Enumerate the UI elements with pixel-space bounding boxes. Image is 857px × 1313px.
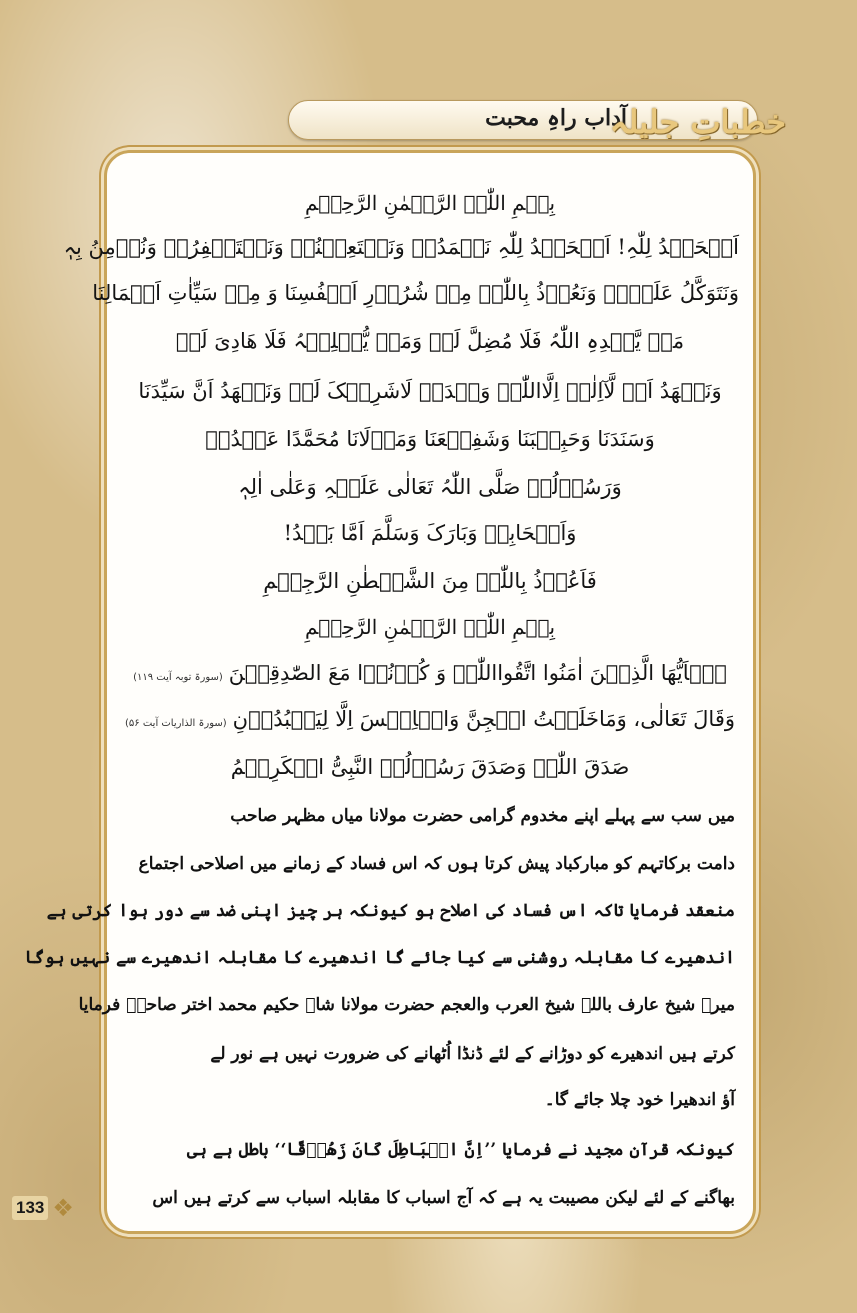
verse-1-reference: (سورۃ توبہ آیت ۱۱۹) <box>133 672 223 683</box>
arabic-line-6: وَرَسُوۡلُہٗ صَلَّی اللّٰہُ تَعَالٰی عَلَیۡہِ وَعَلٰی اٰلِہٖ <box>238 475 622 499</box>
arabic-line-3: مَنۡ یَّھۡدِہِ اللّٰہُ فَلَا مُضِلَّ لَہٗ وَمَنۡ یُّضۡلِلۡہُ فَلَا ھَادِیَ لَہٗ <box>175 329 685 353</box>
chapter-title: آداب راہِ محبت <box>485 105 627 131</box>
urdu-line-1: میں سب سے پہلے اپنے مخدوم گرامی حضرت مولانا میاں مظہر صاحب <box>230 806 735 826</box>
verse-2 <box>121 707 739 731</box>
verse-1 <box>121 661 739 685</box>
urdu-line-3: منعقد فرمایا تاکہ اس فساد کی اصلاح ہو کیونکہ ہر چیز اپنی ضد سے دور ہوا کرتی ہے <box>46 901 735 921</box>
ornament-icon: ❖ <box>52 1194 74 1222</box>
urdu-line-7: آؤ اندھیرا خود چلا جائے گا۔ <box>544 1090 735 1110</box>
urdu-line-2: دامت برکاتہم کو مبارکباد پیش کرتا ہوں کہ اس فساد کے زمانے میں اصلاحی اجتماع <box>138 854 735 874</box>
urdu-line-9: بھاگنے کے لئے لیکن مصیبت یہ ہے کہ آج اسباب کا مقابلہ اسباب سے کرتے ہیں اس <box>152 1188 735 1208</box>
urdu-line-4: اندھیرے کا مقابلہ روشنی سے کیا جائے گا اندھیرے کا مقابلہ اندھیرے سے نہیں ہوگا <box>24 948 735 968</box>
bismillah-line: بِسۡمِ اللّٰہِ الرَّحۡمٰنِ الرَّحِیۡمِ <box>304 615 556 639</box>
taawwuz-line: فَاَعُوۡذُ بِاللّٰہِ مِنَ الشَّیۡطٰنِ الرَّجِیۡمِ <box>263 569 597 593</box>
verse-2-reference: (سورۃ الذاریات آیت ۵۶) <box>125 718 227 729</box>
urdu-line-5: میرے شیخ عارف باللہ شیخ العرب والعجم حضرت مولانا شاہ حکیم محمد اختر صاحبؒ فرمایا <box>78 995 735 1015</box>
closing-verse: صَدَقَ اللّٰہُ وَصَدَقَ رَسُوۡلُہُ النَّبِیُّ الۡکَرِیۡمُ <box>230 755 630 779</box>
page-header <box>0 0 857 160</box>
arabic-line-2: وَنَتَوَکَّلُ عَلَیۡہِ وَنَعُوۡذُ بِاللّٰہِ مِنۡ شُرُوۡرِ اَنۡفُسِنَا وَ مِنۡ سَیِّاٰتِ اَعۡمَالِنَا <box>92 281 739 305</box>
page-number-badge <box>12 1192 76 1224</box>
book-title: خطباتِ جلیلہ <box>609 103 786 141</box>
arabic-line-4: وَنَشۡھَدُ اَنۡ لَّآاِلٰہَ اِلَّااللّٰہُ وَحۡدَہٗ لَاشَرِیۡکَ لَہٗ وَنَشۡھَدُ اَنَّ سَیِّدَنَا <box>138 379 722 403</box>
urdu-line-8: کیونکہ قرآن مجید نے فرمایا ’’اِنَّ الۡبَاطِلَ کَانَ زَھُوۡقًا‘‘ باطل ہے ہی <box>187 1140 735 1160</box>
arabic-line-5: وَسَنَدَنَا وَحَبِیۡبَنَا وَشَفِیۡعَنَا وَمَوۡلَانَا مُحَمَّدًا عَبۡدُہٗ <box>205 427 655 451</box>
bismillah-heading: بِسۡمِ اللّٰہِ الرَّحۡمٰنِ الرَّحِیۡمِ <box>304 191 556 215</box>
page-number: 133 <box>12 1196 48 1220</box>
arabic-line-7: وَاَصۡحَابِہٖ وَبَارَکَ وَسَلَّمَ اَمَّا بَعۡدُ! <box>283 521 577 545</box>
verse-2-text: وَقَالَ تَعَالٰی، وَمَاخَلَقۡتُ الۡجِنَّ وَالۡاِنۡسَ اِلَّا لِیَعۡبُدُوۡنِ <box>232 707 735 731</box>
urdu-line-6: کرتے ہیں اندھیرے کو دوڑانے کے لئے ڈنڈا اُٹھانے کی ضرورت نہیں ہے نور لے <box>210 1044 735 1064</box>
arabic-line-1: اَلۡحَمۡدُ لِلّٰہِ! اَلۡحَمۡدُ لِلّٰہِ نَحۡمَدُہٗ وَنَسۡتَعِیۡنُہٗ وَنَسۡتَغۡفِرُہٗ وَنُؤۡمِنُ بِہٖ <box>63 235 739 259</box>
verse-1-text: یٰۤاَیُّھَا الَّذِیۡنَ اٰمَنُوا اتَّقُوااللّٰہَ وَ کُوۡنُوۡا مَعَ الصّٰدِقِیۡنَ <box>228 661 727 685</box>
